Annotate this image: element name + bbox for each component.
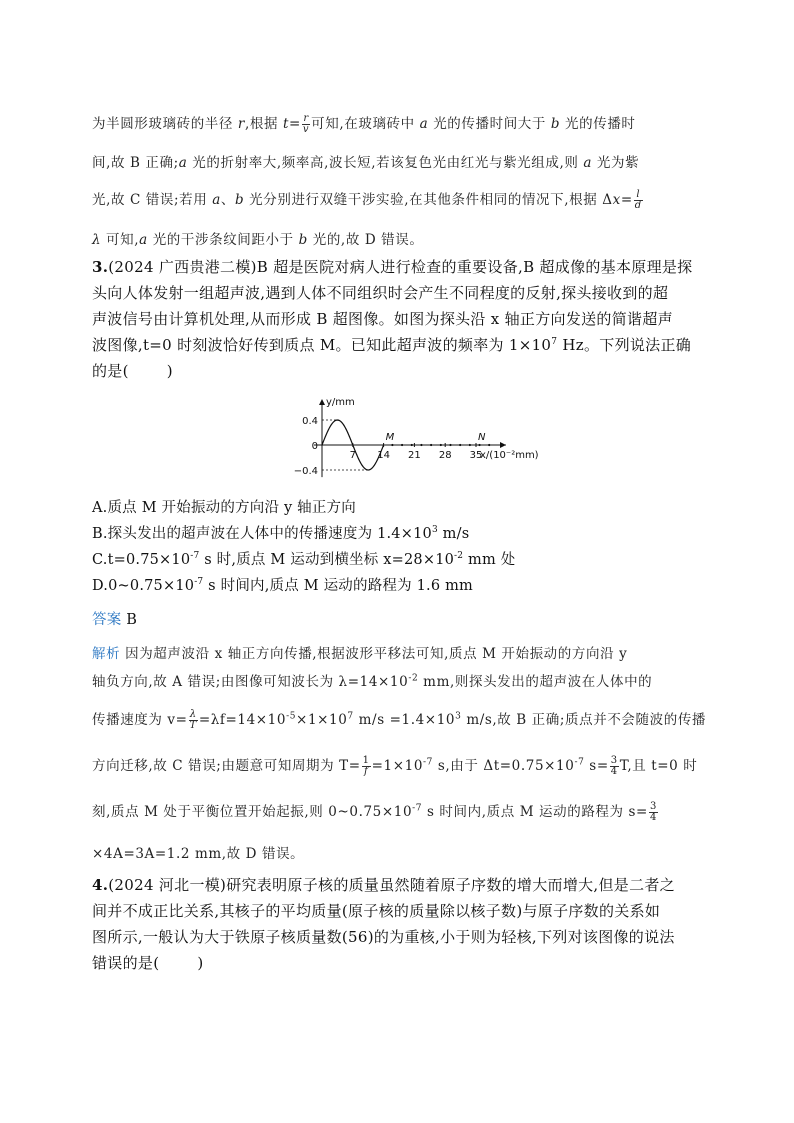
y-axis-label: y/mm <box>326 397 355 408</box>
solution-line-5: 刻,质点 M 处于平衡位置开始起振,则 $0\sim 0.75\times 10^{-7}$ s 时间内,质点 M 运动的路程为 s= $\frac{3}{4}$ <box>92 801 657 823</box>
y-tick-label-0: 0.4 <box>302 416 318 427</box>
medium-particle-dot <box>488 444 490 446</box>
answer-label: 答案 <box>92 612 122 628</box>
fraction-lambda-over-T: $\frac{\lambda}{T}$ <box>189 709 197 731</box>
medium-particle-dot <box>391 444 393 446</box>
point-label-M: M <box>385 432 395 443</box>
prev-solution-line-4: λ 可知,a 光的干涉条纹间距小于 b 光的,故 D 错误。 <box>92 232 424 248</box>
medium-particle-dot <box>469 444 471 446</box>
medium-particle-dot <box>440 444 442 446</box>
q4-line-3: 图所示,一般认为大于铁原子核质量数(56)的为重核,小于则为轻核,下列对该图像的说法 <box>92 928 675 946</box>
q3-line-1: 3.(2024 广西贵港二模)B 超是医院对病人进行检查的重要设备,B 超成像的基本原理是探 <box>92 258 693 276</box>
x-tick-label-7: 7 <box>349 450 356 461</box>
option-c[interactable]: $C.t=0.75\times 10^{-7}$ s 时,质点 M 运动到横坐标 $x=28\times 10^{-2}$ mm 处 <box>92 551 516 568</box>
q3-line-3: 声波信号由计算机处理,从而形成 B 超图像。如图为探头沿 x 轴正方向发送的简谐超声 <box>92 310 673 328</box>
medium-particle-dot <box>411 444 413 446</box>
medium-particle-dot <box>478 444 480 446</box>
prev-solution-line-2: 间,故 B 正确;a 光的折射率大,频率高,波长短,若该复色光由红光与紫光组成,则 a 光为紫 <box>92 155 640 171</box>
medium-particle-dot <box>401 444 403 446</box>
q4-line-2: 间并不成正比关系,其核子的平均质量(原子核的质量除以核子数)与原子序数的关系如 <box>92 902 661 920</box>
x-axis-arrow <box>500 442 506 448</box>
x-tick-label-21: 21 <box>408 450 421 461</box>
solution-line-6: ×4A=3A=1.2 mm,故 D 错误。 <box>92 846 305 862</box>
prev-solution-line-3: 光,故 C 错误;若用 a、b 光分别进行双缝干涉实验,在其他条件相同的情况下,根据 Δx= $\frac{l}{d}$ <box>92 189 642 211</box>
x-tick-label-14: 14 <box>377 450 390 461</box>
q4-line-4: 错误的是( ) <box>92 954 204 972</box>
chart-labels <box>294 397 539 477</box>
medium-particle-dot <box>459 444 461 446</box>
y-axis-arrow <box>319 399 325 405</box>
fraction-1-over-f: $\frac{1}{f}$ <box>362 755 370 777</box>
medium-particle-dot <box>420 444 422 446</box>
option-b[interactable]: B.探头发出的超声波在人体中的传播速度为 $1.4\times 10^3$ m/s <box>92 525 470 542</box>
fraction-r-over-v: $\frac{r}{v}$ <box>302 113 310 135</box>
solution-line-1: 解析 因为超声波沿 x 轴正方向传播,根据波形平移法可知,质点 M 开始振动的方向沿 y <box>92 646 628 662</box>
q3-line-4: 波图像,t=0 时刻波恰好传到质点 M。已知此超声波的频率为 $1\times 10^7$ Hz。下列说法正确 <box>92 336 692 354</box>
solution-line-4: 方向迁移,故 C 错误;由题意可知周期为 T= $\frac{1}{f}$ $=1\times 10^{-7}$ s,由于 $\Delta t=0.75\times 10^{-7}$ s= $\frac{3}{4}$ T,且 t=0 时 <box>92 755 698 777</box>
point-label-N: N <box>478 432 486 443</box>
y-tick-label-1: 0 <box>311 441 318 452</box>
solution-line-3: 传播速度为 v= $\frac{\lambda}{T}$ $=\lambda f=14\times 10^{-5}\times 1\times 10^7$ $m/s =1.4\times 10^3$ m/s,故 B 正确;质点并不会随波的传播 <box>92 709 707 731</box>
q4-line-1: 4.(2024 河北一模)研究表明原子核的质量虽然随着原子序数的增大而增大,但是二者之 <box>92 876 675 894</box>
medium-particle-dot <box>430 444 432 446</box>
prev-solution-line-1: 为半圆形玻璃砖的半径 r,根据 t= $\frac{r}{v}$ 可知,在玻璃砖中 a 光的传播时间大于 b 光的传播时 <box>92 113 636 135</box>
wave-chart <box>280 395 539 487</box>
fraction-3-over-4: $\frac{3}{4}$ <box>610 755 618 777</box>
y-tick-label-2: −0.4 <box>293 466 318 477</box>
fraction-l-over-d: $\frac{l}{d}$ <box>634 189 642 211</box>
medium-particle-dot <box>449 444 451 446</box>
option-d[interactable]: $D.0\sim 0.75\times 10^{-7}$ s 时间内,质点 M 运动的路程为 1.6 mm <box>92 577 473 594</box>
solution-label: 解析 <box>92 646 121 662</box>
solution-line-2: 轴负方向,故 A 错误;由图像可知波长为 $\lambda=14\times 10^{-2}$ mm,则探头发出的超声波在人体中的 <box>92 673 653 690</box>
answer-line: 答案 B <box>92 612 138 628</box>
x-tick-label-35: 35 <box>469 450 483 461</box>
q3-line-5: 的是( ) <box>92 362 173 380</box>
x-axis-label: x/(10⁻²mm) <box>480 450 539 461</box>
x-tick-label-28: 28 <box>438 450 452 461</box>
fraction-3-over-4-b: $\frac{3}{4}$ <box>649 801 657 823</box>
q3-line-2: 头向人体发射一组超声波,遇到人体不同组织时会产生不同程度的反射,探头接收到的超 <box>92 284 669 302</box>
option-a[interactable]: A.质点 M 开始振动的方向沿 y 轴正方向 <box>92 500 356 516</box>
